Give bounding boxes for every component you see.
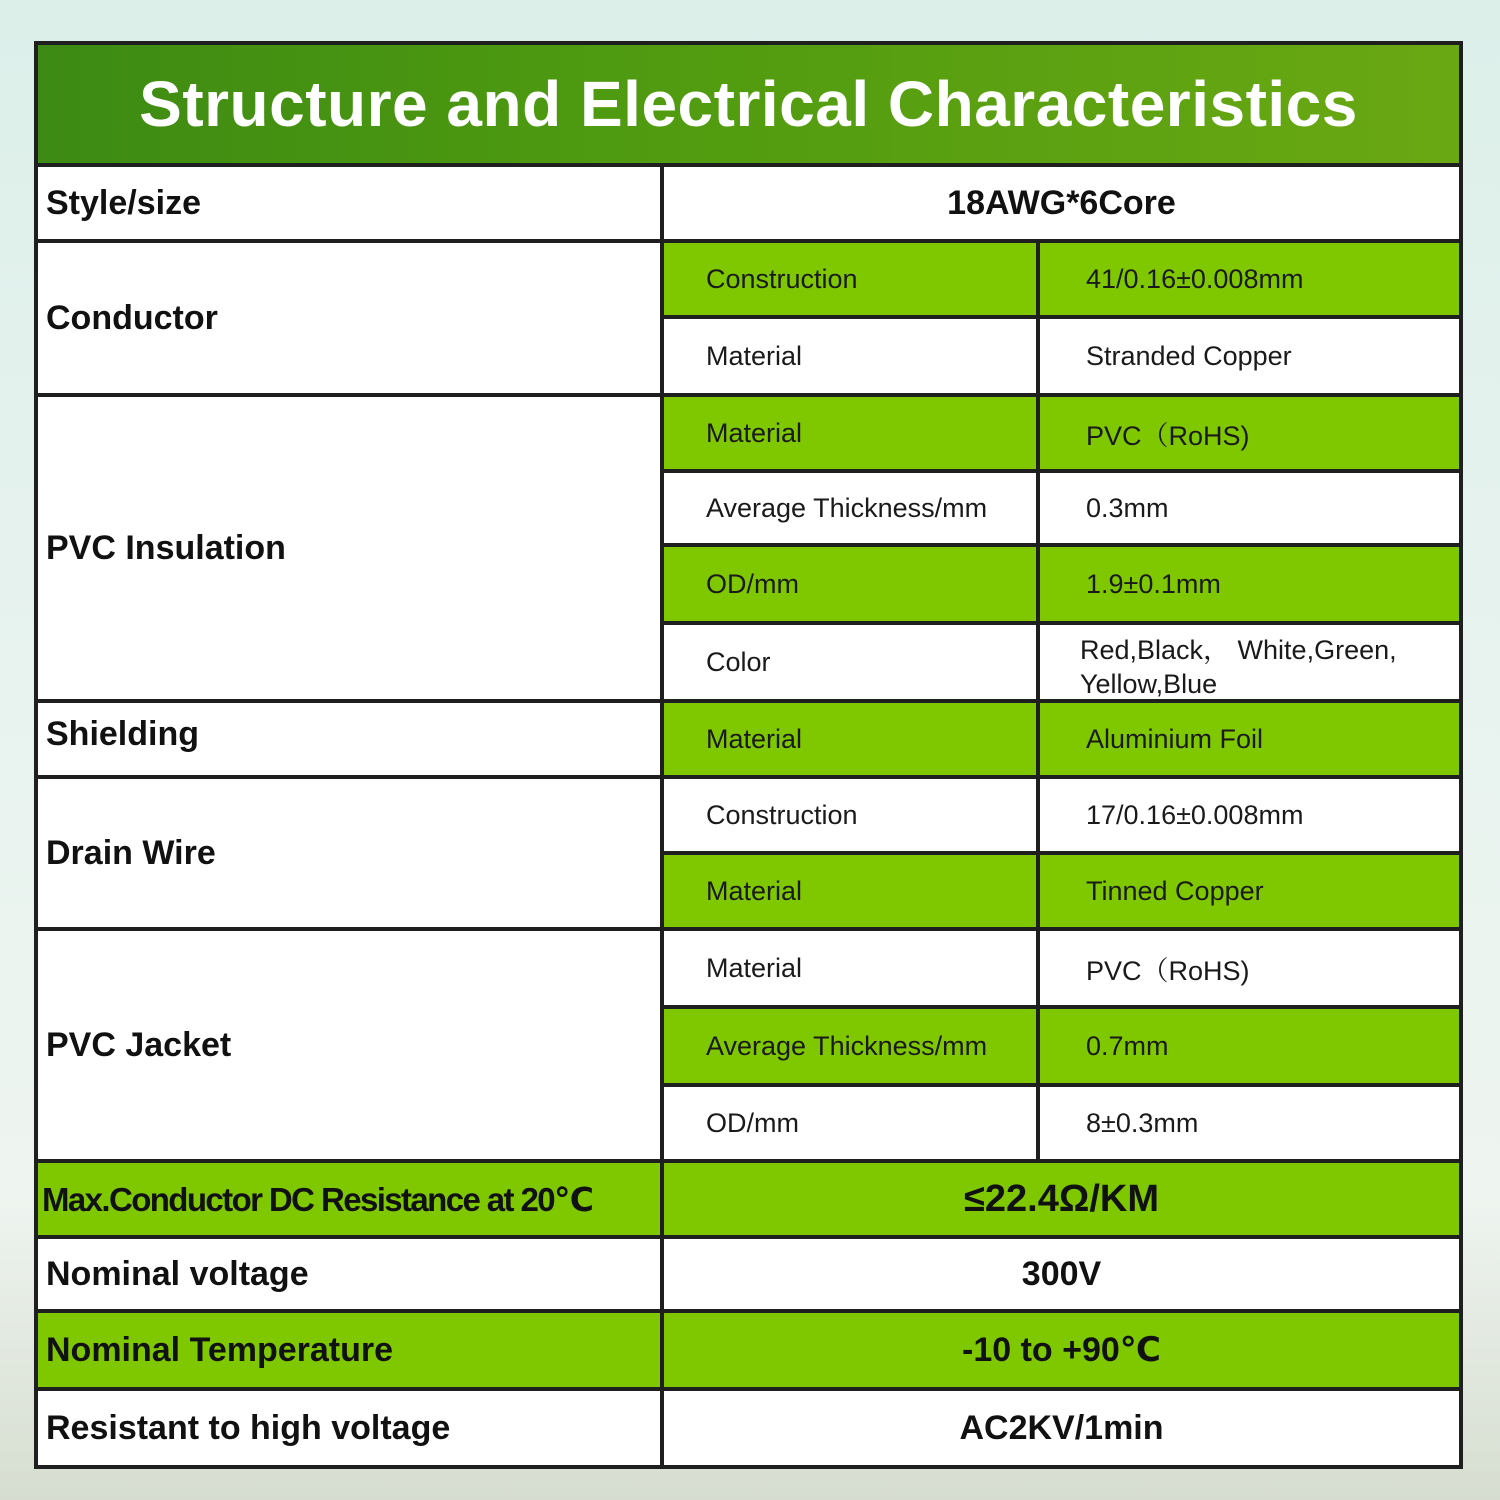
pvc-jacket-label: PVC Jacket [38, 931, 660, 1159]
insulation-color-key: Color [664, 625, 1036, 699]
drain-construction-key: Construction [664, 779, 1036, 851]
voltage-value: 300V [664, 1239, 1459, 1309]
style-size-label: Style/size [38, 167, 660, 239]
insulation-material-key: Material [664, 397, 1036, 469]
jacket-thickness-key: Average Thickness/mm [664, 1009, 1036, 1083]
temperature-label: Nominal Temperature [38, 1313, 660, 1387]
page-title: Structure and Electrical Characteristics [38, 45, 1459, 163]
insulation-color-value: Red,Black， White,Green, Yellow,Blue [1040, 625, 1459, 699]
pvc-insulation-label: PVC Insulation [38, 397, 660, 699]
insulation-od-value: 1.9±0.1mm [1040, 547, 1459, 621]
insulation-thickness-value: 0.3mm [1040, 473, 1459, 543]
conductor-construction-key: Construction [664, 243, 1036, 315]
style-size-value: 18AWG*6Core [664, 167, 1459, 239]
drain-construction-value: 17/0.16±0.008mm [1040, 779, 1459, 851]
conductor-label: Conductor [38, 243, 660, 393]
drain-material-value: Tinned Copper [1040, 855, 1459, 927]
conductor-material-key: Material [664, 319, 1036, 393]
insulation-thickness-key: Average Thickness/mm [664, 473, 1036, 543]
voltage-label: Nominal voltage [38, 1239, 660, 1309]
jacket-od-key: OD/mm [664, 1087, 1036, 1159]
insulation-od-key: OD/mm [664, 547, 1036, 621]
drain-material-key: Material [664, 855, 1036, 927]
high-voltage-label: Resistant to high voltage [38, 1391, 660, 1465]
jacket-material-value: PVC（RoHS) [1040, 931, 1459, 1005]
insulation-material-value: PVC（RoHS) [1040, 397, 1459, 469]
jacket-thickness-value: 0.7mm [1040, 1009, 1459, 1083]
conductor-material-value: Stranded Copper [1040, 319, 1459, 393]
jacket-od-value: 8±0.3mm [1040, 1087, 1459, 1159]
temperature-value: -10 to +90℃ [664, 1313, 1459, 1387]
shielding-material-key: Material [664, 703, 1036, 775]
jacket-material-key: Material [664, 931, 1036, 1005]
drain-wire-label: Drain Wire [38, 779, 660, 927]
resistance-label: Max.Conductor DC Resistance at 20℃ [38, 1163, 660, 1235]
shielding-label: Shielding [38, 703, 660, 775]
conductor-construction-value: 41/0.16±0.008mm [1040, 243, 1459, 315]
high-voltage-value: AC2KV/1min [664, 1391, 1459, 1465]
spec-table [34, 41, 1463, 1469]
shielding-material-value: Aluminium Foil [1040, 703, 1459, 775]
resistance-value: ≤22.4Ω/KM [664, 1163, 1459, 1235]
